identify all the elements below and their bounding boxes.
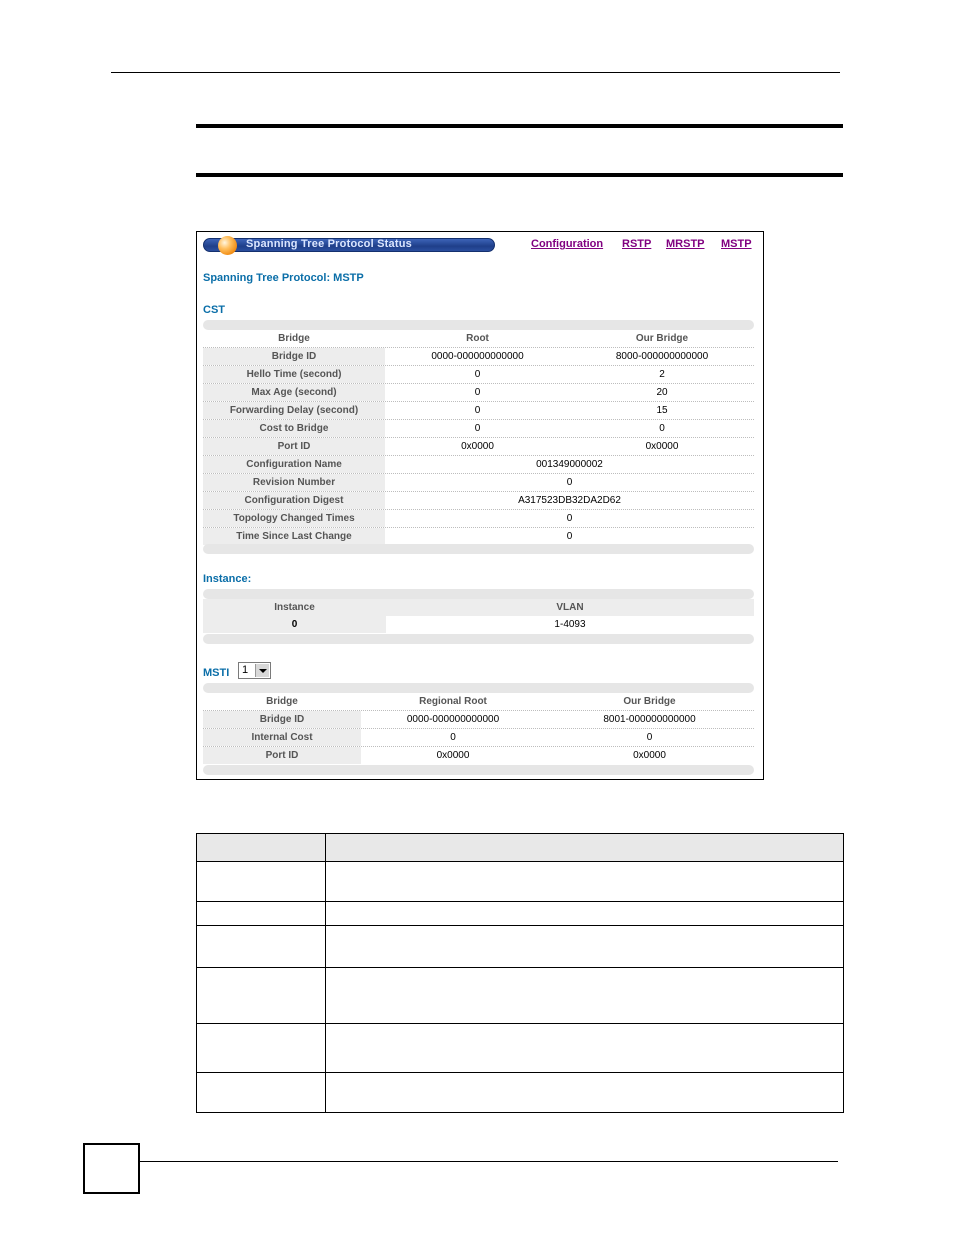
configuration-link[interactable]: Configuration	[531, 238, 604, 250]
table-row: Hello Time (second) 0 2	[203, 366, 754, 384]
table-row: Configuration Name 001349000002	[203, 456, 754, 474]
col-vlan: VLAN	[386, 599, 754, 616]
instance-title: Instance:	[203, 573, 252, 585]
title-tab-label: Spanning Tree Protocol Status	[246, 238, 412, 250]
table-row: Internal Cost 0 0	[203, 729, 754, 747]
table-row: Max Age (second) 0 20	[203, 384, 754, 402]
col-regional-root: Regional Root	[419, 696, 487, 707]
table-row: Forwarding Delay (second) 0 15	[203, 402, 754, 420]
table-row	[196, 861, 844, 902]
cst-header-row	[203, 330, 754, 348]
msti-header-row	[203, 693, 754, 711]
msti-select[interactable]	[238, 662, 271, 679]
table-row	[196, 1023, 844, 1073]
msti-select-value: 1	[242, 664, 249, 676]
col-bridge: Bridge	[278, 333, 310, 344]
cst-table	[203, 320, 754, 554]
table-header-row	[196, 833, 844, 862]
mrstp-link[interactable]: MRSTP	[666, 238, 705, 250]
col-our-bridge: Our Bridge	[635, 333, 689, 344]
protocol-title: Spanning Tree Protocol: MSTP	[203, 272, 364, 284]
table-row: Revision Number 0	[203, 474, 754, 492]
stp-status-panel	[196, 231, 764, 780]
table-row: Port ID 0x0000 0x0000	[203, 438, 754, 456]
msti-table	[203, 683, 754, 777]
mstp-link[interactable]: MSTP	[721, 238, 752, 250]
table-row: Topology Changed Times 0	[203, 510, 754, 528]
col-instance: Instance	[203, 599, 386, 616]
footer-rule	[140, 1161, 838, 1162]
chevron-down-icon[interactable]	[255, 664, 269, 677]
table-row: Configuration Digest A317523DB32DA2D62	[203, 492, 754, 510]
page-number-box	[83, 1143, 140, 1194]
table-row	[196, 925, 844, 968]
table-row: Bridge ID 0000-000000000000 8001-000000000000	[203, 711, 754, 729]
col-root: Root	[466, 333, 489, 344]
table-row	[196, 1072, 844, 1113]
col-our-bridge: Our Bridge	[623, 696, 676, 707]
table-row	[196, 901, 844, 926]
table-row: Bridge ID 0000-000000000000 8000-000000000000	[203, 348, 754, 366]
table-row	[196, 967, 844, 1024]
col-bridge: Bridge	[266, 696, 298, 707]
description-table	[196, 833, 844, 1113]
orb-icon	[218, 236, 237, 255]
instance-table	[203, 589, 754, 644]
title-tab	[203, 238, 495, 252]
figure-title-rule-bottom	[196, 173, 843, 177]
table-row: Time Since Last Change 0	[203, 528, 754, 546]
cst-title: CST	[203, 304, 225, 316]
rstp-link[interactable]: RSTP	[622, 238, 652, 250]
figure-title-rule-top	[196, 124, 843, 128]
header-rule	[111, 72, 840, 73]
msti-title: MSTI	[203, 667, 230, 679]
instance-header-row	[203, 599, 754, 617]
table-row: Cost to Bridge 0 0	[203, 420, 754, 438]
table-row: 0 1-4093	[203, 616, 754, 634]
table-row: Port ID 0x0000 0x0000	[203, 747, 754, 765]
